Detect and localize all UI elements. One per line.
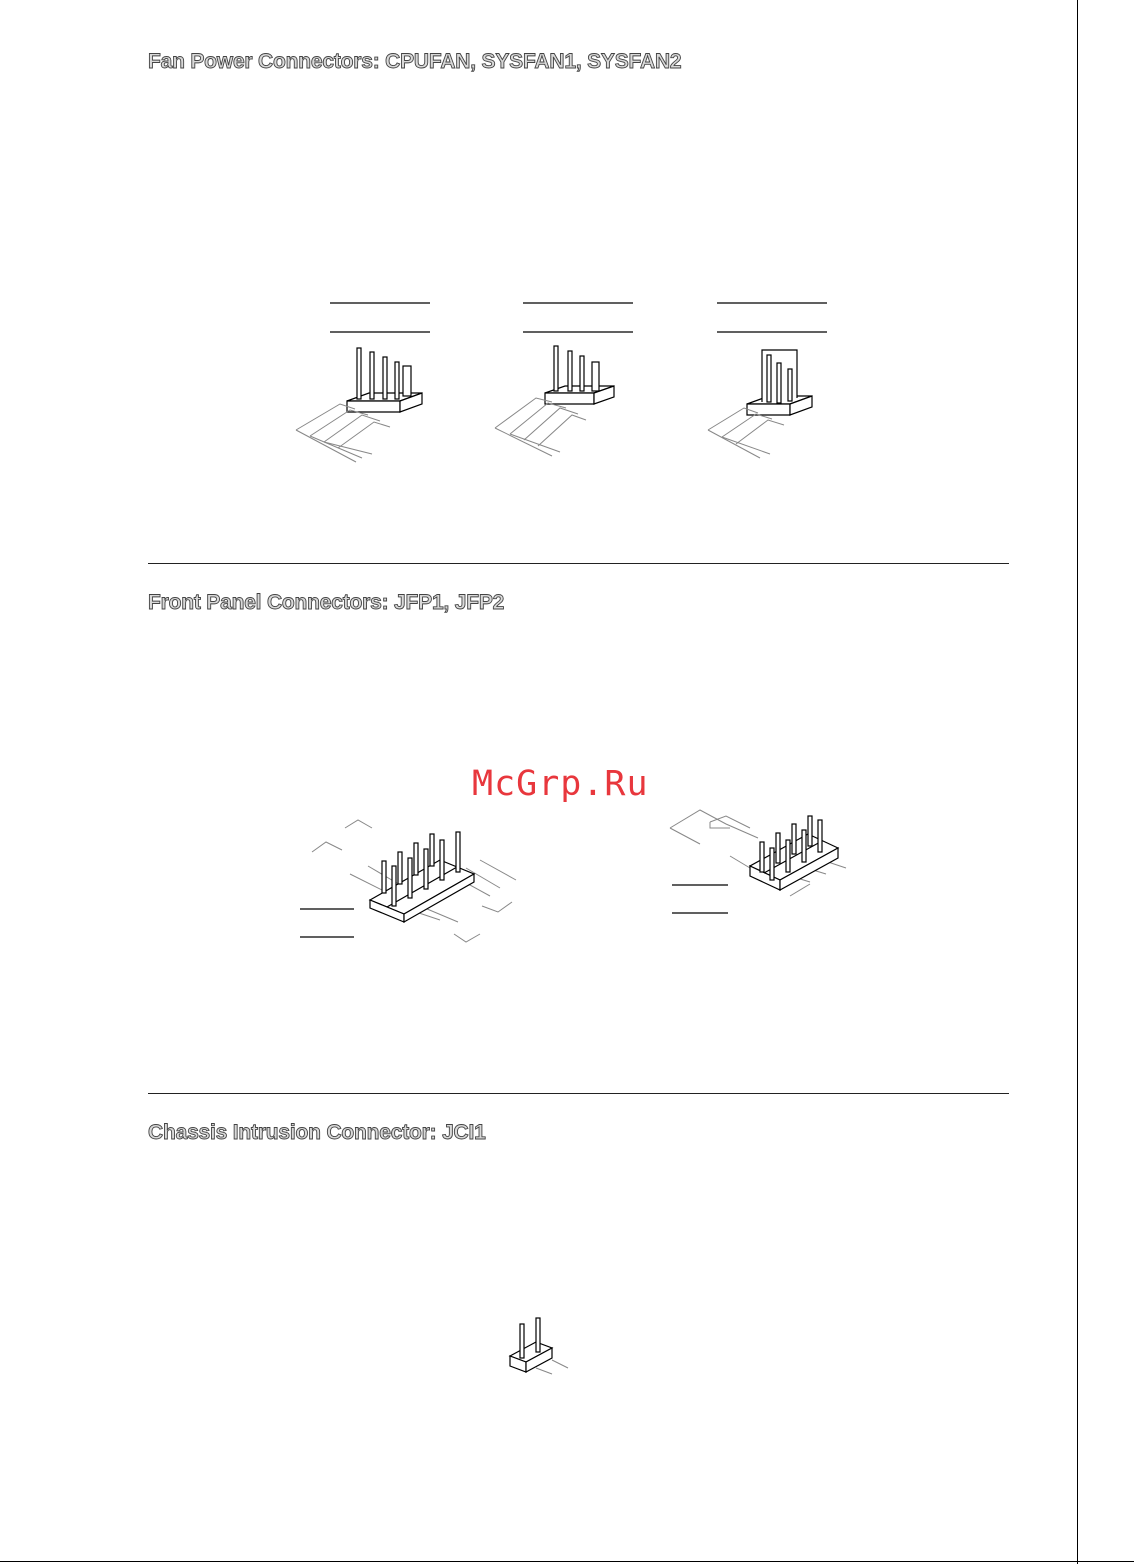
three-pin-header-icon xyxy=(747,350,812,415)
section-divider xyxy=(148,563,1009,564)
page-border-bottom xyxy=(0,1561,1134,1562)
front-panel-connectors-heading: Front Panel Connectors: JFP1, JFP2 xyxy=(148,591,505,614)
fan-connectors-heading: Fan Power Connectors: CPUFAN, SYSFAN1, SYSFAN2 xyxy=(148,50,682,73)
watermark-text: McGrp.Ru xyxy=(472,764,649,804)
four-pin-header-icon xyxy=(347,348,422,412)
chassis-intrusion-heading: Chassis Intrusion Connector: JCI1 xyxy=(148,1121,486,1144)
two-pin-header-icon xyxy=(510,1318,552,1372)
chassis-intrusion-diagram xyxy=(500,1310,580,1382)
nine-pin-header-icon xyxy=(370,832,474,922)
fan-connectors-diagram xyxy=(280,290,850,470)
eight-pin-header-icon xyxy=(750,816,838,890)
four-pin-header-icon xyxy=(545,346,614,404)
page-border-right xyxy=(1077,0,1078,1564)
section-divider xyxy=(148,1093,1009,1094)
